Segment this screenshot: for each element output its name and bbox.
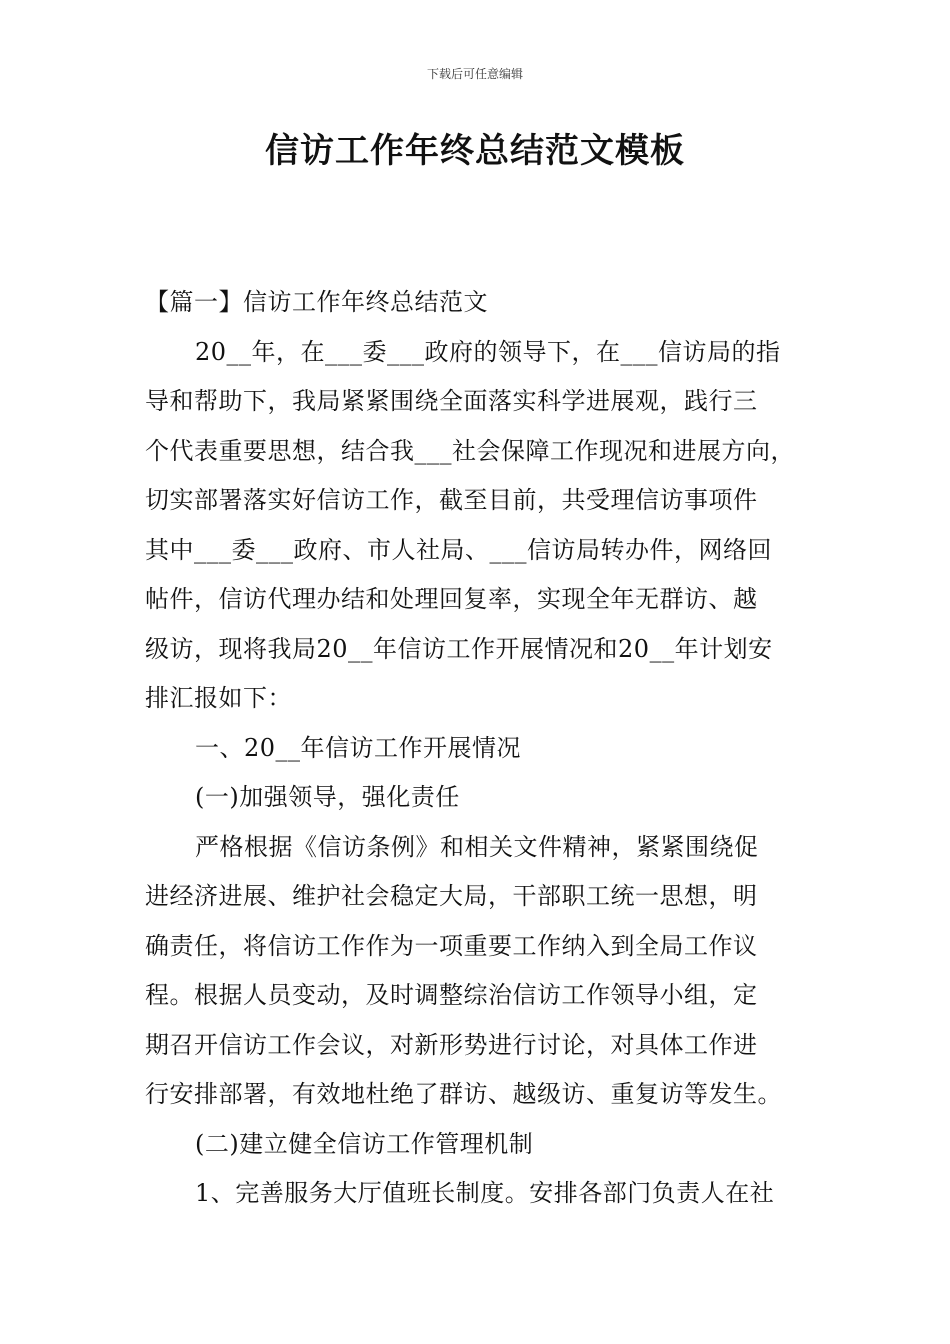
paragraph-line: 级访，现将我局20__年信访工作开展情况和20__年计划安: [145, 634, 773, 663]
section-heading: 【篇一】信访工作年终总结范文: [145, 288, 488, 316]
subheading: (一)加强领导，强化责任: [195, 783, 460, 811]
paragraph-line: 导和帮助下，我局紧紧围绕全面落实科学进展观，践行三: [145, 387, 758, 415]
paragraph-line: 帖件，信访代理办结和处理回复率，实现全年无群访、越: [145, 585, 758, 613]
document-title: 信访工作年终总结范文模板: [265, 131, 685, 171]
paragraph-line: 行安排部署，有效地杜绝了群访、越级访、重复访等发生。: [145, 1080, 782, 1108]
paragraph-line: 排汇报如下：: [145, 684, 292, 712]
paragraph-line: 其中___委___政府、市人社局、___信访局转办件，网络回: [145, 535, 772, 564]
header-note: 下载后可任意编辑: [426, 67, 523, 81]
paragraph-line: 1、完善服务大厅值班长制度。安排各部门负责人在社: [195, 1179, 775, 1207]
subheading: (二)建立健全信访工作管理机制: [195, 1129, 534, 1158]
paragraph-line: 严格根据《信访条例》和相关文件精神，紧紧围绕促: [195, 832, 759, 861]
paragraph-line: 20__年，在___委___政府的领导下，在___信访局的指: [195, 337, 781, 366]
paragraph-line: 期召开信访工作会议，对新形势进行讨论，对具体工作进: [145, 1030, 758, 1059]
subheading: 一、20__年信访工作开展情况: [195, 733, 522, 762]
paragraph-line: 程。根据人员变动，及时调整综治信访工作领导小组，定: [145, 981, 758, 1009]
paragraph-line: 个代表重要思想，结合我___社会保障工作现况和进展方向，: [145, 436, 795, 465]
document-body: [145, 278, 815, 1219]
paragraph-line: 确责任，将信访工作作为一项重要工作纳入到全局工作议: [145, 931, 758, 960]
paragraph-line: 进经济进展、维护社会稳定大局，干部职工统一思想，明: [145, 882, 758, 910]
paragraph-line: 切实部署落实好信访工作，截至目前，共受理信访事项件: [145, 486, 758, 514]
